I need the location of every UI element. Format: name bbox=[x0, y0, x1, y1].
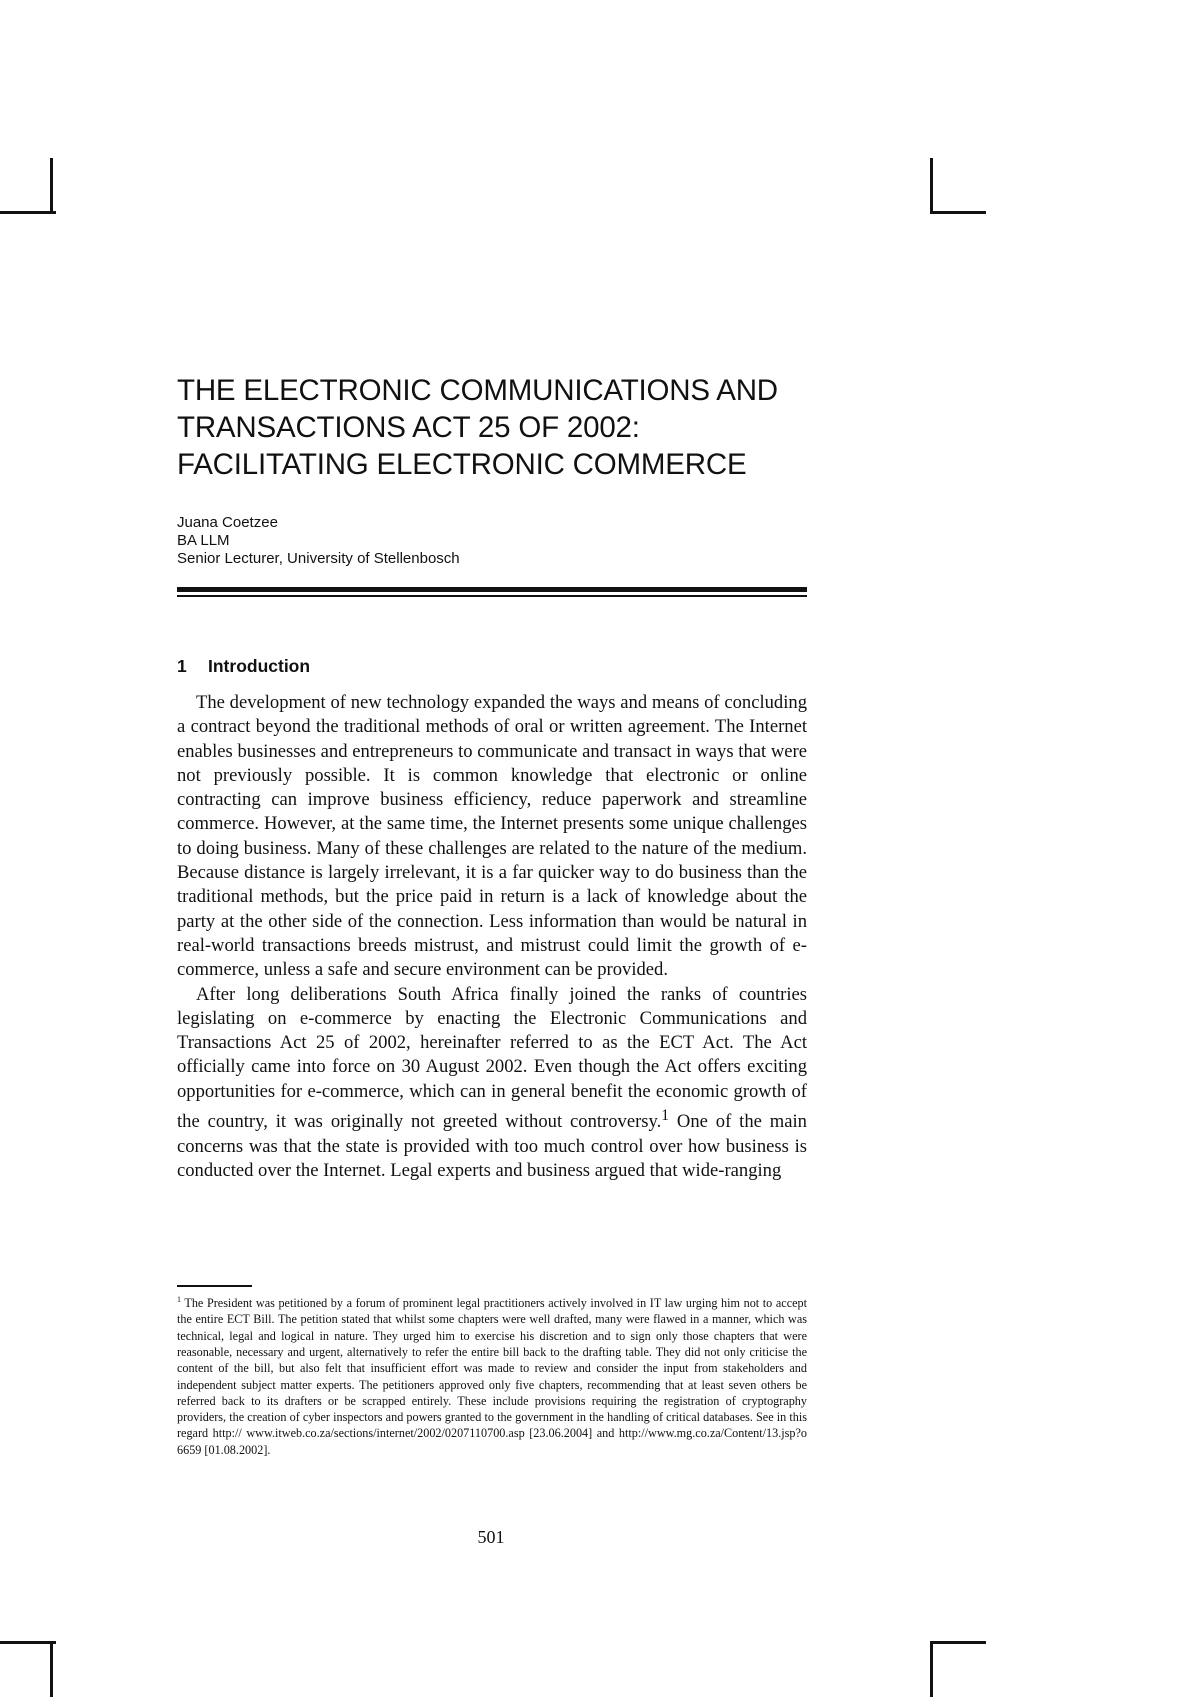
paragraph-text-continued: One of the main concerns was that the state is provided with too much control over how business is conducted over the Internet. Legal experts and business argued that wide-ranging bbox=[177, 1111, 807, 1181]
author-name: Juana Coetzee bbox=[177, 514, 278, 531]
footnote-text: The President was petitioned by a forum of prominent legal practitioners actively involved in IT law urging him not to accept the entire ECT Bill. The petition stated that whilst some chapters were well drafted, many were flawed in a manner, which was technical, legal and logical in nature. They urged him to exercise his discretion and to sign only those chapters that were reasonable, necessary and urgent, alternatively to refer the entire bill back to the drafting table. They did not only criticise the content of the bill, but also felt that insufficient effort was made to review and consider the input from stakeholders and independent subject matter experts. The petitioners approved only five chapters, recommending that at least seven others be referred back to its drafters or be scrapped entirely. These include provisions requiring the registration of cryptography providers, the creation of cyber inspectors and powers granted to the government in the handling of critical databases. See in this regard http:// www.itweb.co.za/sections/internet/2002/0207110700.asp [23.06.2004] and http://www.mg.co.za/Content/13.jsp?o 6659 [01.08.2002]. bbox=[177, 1296, 807, 1457]
crop-mark-bottom-right-horizontal bbox=[930, 1641, 986, 1644]
author-position: Senior Lecturer, University of Stellenbosch bbox=[177, 550, 460, 567]
crop-mark-top-right-horizontal bbox=[930, 211, 986, 214]
author-degrees: BA LLM bbox=[177, 532, 230, 549]
footnote-reference[interactable]: 1 bbox=[661, 1107, 669, 1125]
paragraph bbox=[177, 983, 807, 1184]
article-title-line: THE ELECTRONIC COMMUNICATIONS AND bbox=[177, 374, 778, 407]
paragraph: The development of new technology expanded the ways and means of concluding a contract beyond the traditional methods of oral or written agreement. The Internet enables businesses and entrepreneurs to communicate and transact in ways that were not previously possible. It is common knowledge that electronic or online contracting can improve business efficiency, reduce paperwork and streamline commerce. However, at the same time, the Internet presents some unique challenges to doing business. Many of these challenges are related to the nature of the medium. Because distance is largely irrelevant, it is a far quicker way to do business than the traditional methods, but the price paid in return is a lack of knowledge about the party at the other side of the connection. Less information than would be natural in real-world transactions breeds mistrust, and mistrust could limit the growth of e-commerce, unless a safe and secure environment can be provided. bbox=[177, 692, 807, 981]
crop-mark-top-left-horizontal bbox=[0, 211, 56, 214]
footnote-marker: 1 bbox=[177, 1295, 181, 1304]
title-rule-thick bbox=[177, 587, 807, 592]
crop-mark-top-right-vertical bbox=[930, 158, 933, 214]
footnote-separator bbox=[177, 1285, 252, 1287]
section-heading-text: Introduction bbox=[208, 656, 311, 676]
body-text bbox=[177, 691, 807, 1183]
page-number: 501 bbox=[477, 1527, 505, 1547]
crop-mark-bottom-right-vertical bbox=[930, 1641, 933, 1697]
section-number: 1 bbox=[177, 656, 187, 676]
crop-mark-bottom-left-vertical bbox=[50, 1641, 53, 1697]
author-block bbox=[177, 514, 460, 568]
section-heading bbox=[177, 656, 310, 677]
article-title-line: FACILITATING ELECTRONIC COMMERCE bbox=[177, 448, 747, 481]
crop-mark-top-left-vertical bbox=[50, 158, 53, 214]
article-title bbox=[177, 372, 817, 483]
footnote bbox=[177, 1292, 807, 1458]
crop-mark-bottom-left-horizontal bbox=[0, 1641, 56, 1644]
title-rule-thin bbox=[177, 595, 807, 597]
paragraph-text: After long deliberations South Africa finally joined the ranks of countries legislating on e-commerce by enacting the Electronic Communications and Transactions Act 25 of 2002, hereinafter referred to as the ECT Act. The Act officially came into force on 30 August 2002. Even though the Act offers exciting opportunities for e-commerce, which can in general benefit the economic growth of the country, it was originally not greeted without controversy. bbox=[177, 983, 807, 1133]
article-title-line: TRANSACTIONS ACT 25 OF 2002: bbox=[177, 411, 640, 444]
